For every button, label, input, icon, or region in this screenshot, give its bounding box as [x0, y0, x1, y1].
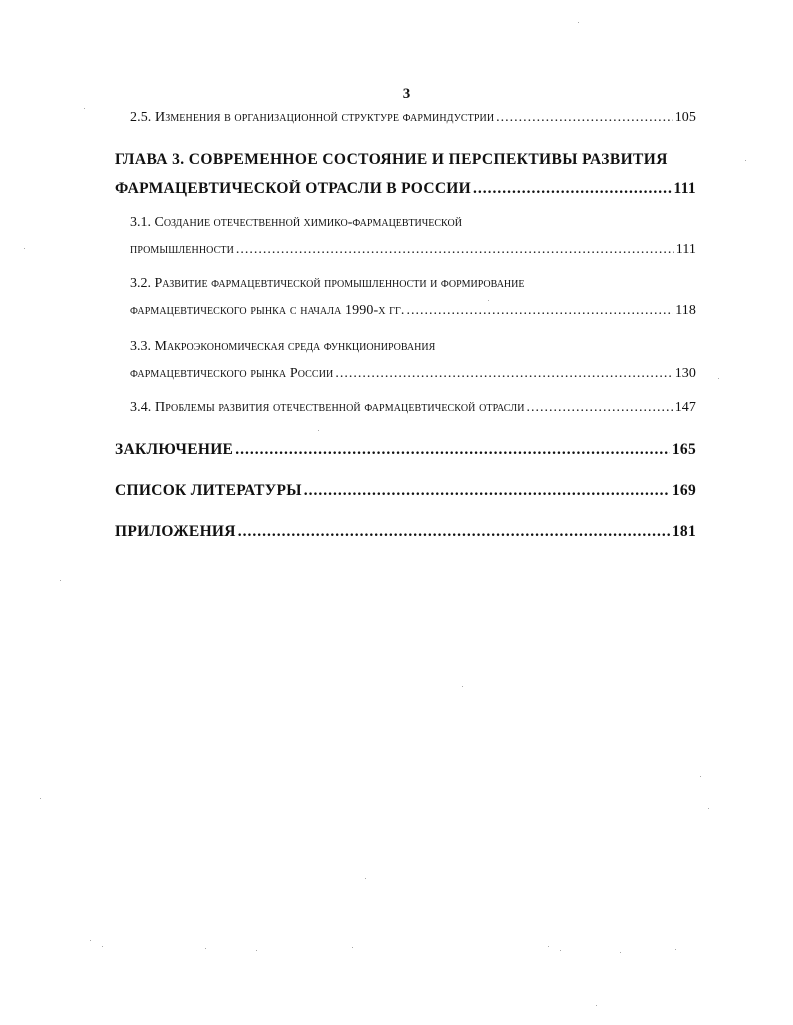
toc-entry-page: 181: [671, 523, 696, 540]
toc-entry-title: ЗАКЛЮЧЕНИЕ: [115, 441, 234, 458]
dot-leader: [238, 523, 670, 541]
toc-entry-3-3-line2[interactable]: [130, 366, 696, 382]
toc-entry-page: 130: [674, 366, 696, 381]
toc-entry-page: 105: [674, 110, 696, 125]
toc-entry-3-2-line2[interactable]: [130, 303, 696, 319]
toc-entry-title: промышленности: [130, 242, 234, 257]
toc-entry-conclusion[interactable]: [115, 441, 696, 459]
toc-chapter-3-line1[interactable]: ГЛАВА 3. СОВРЕМЕННОЕ СОСТОЯНИЕ И ПЕРСПЕКТИВЫ РАЗВИТИЯ: [115, 151, 668, 168]
toc-entry-references[interactable]: [115, 482, 696, 500]
toc-entry-page: 165: [671, 441, 696, 458]
page-number: 3: [402, 86, 411, 102]
toc-entry-page: 169: [671, 482, 696, 499]
toc-chapter-3-line2[interactable]: [115, 180, 696, 198]
dot-leader: [335, 366, 672, 382]
toc-entry-3-2-line1[interactable]: 3.2. Развитие фармацевтической промышленности и формирование: [130, 276, 525, 291]
toc-entry-title: 3.4. Проблемы развития отечественной фармацевтической отрасли: [130, 400, 525, 415]
toc-entry-title: 2.5. Изменения в организационной структуре фарминдустрии: [130, 110, 495, 125]
toc-entry-3-4[interactable]: [130, 400, 696, 416]
toc-entry-title: СПИСОК ЛИТЕРАТУРЫ: [115, 482, 302, 499]
toc-entry-2-5[interactable]: [130, 110, 696, 126]
toc-entry-title: фармацевтического рынка России: [130, 366, 334, 381]
toc-entry-title: фармацевтического рынка с начала 1990-х гг.: [130, 303, 405, 318]
toc-entry-page: 147: [674, 400, 696, 415]
dot-leader: [473, 180, 672, 198]
dot-leader: [236, 242, 674, 258]
toc-entry-title: ФАРМАЦЕВТИЧЕСКОЙ ОТРАСЛИ В РОССИИ: [115, 180, 472, 197]
toc-entry-page: 111: [673, 180, 696, 197]
toc-entry-title: ПРИЛОЖЕНИЯ: [115, 523, 236, 540]
toc-entry-3-1-line2[interactable]: [130, 242, 696, 258]
toc-entry-3-3-line1[interactable]: 3.3. Макроэкономическая среда функционирования: [130, 339, 436, 354]
dot-leader: [527, 400, 673, 416]
dot-leader: [304, 482, 670, 500]
toc-entry-page: 111: [675, 242, 696, 257]
dot-leader: [407, 303, 674, 319]
dot-leader: [235, 441, 670, 459]
toc-entry-page: 118: [675, 303, 696, 318]
toc-entry-3-1-line1[interactable]: 3.1. Создание отечественной химико-фармацевтической: [130, 215, 462, 230]
dot-leader: [496, 110, 673, 126]
toc-entry-appendices[interactable]: [115, 523, 696, 541]
